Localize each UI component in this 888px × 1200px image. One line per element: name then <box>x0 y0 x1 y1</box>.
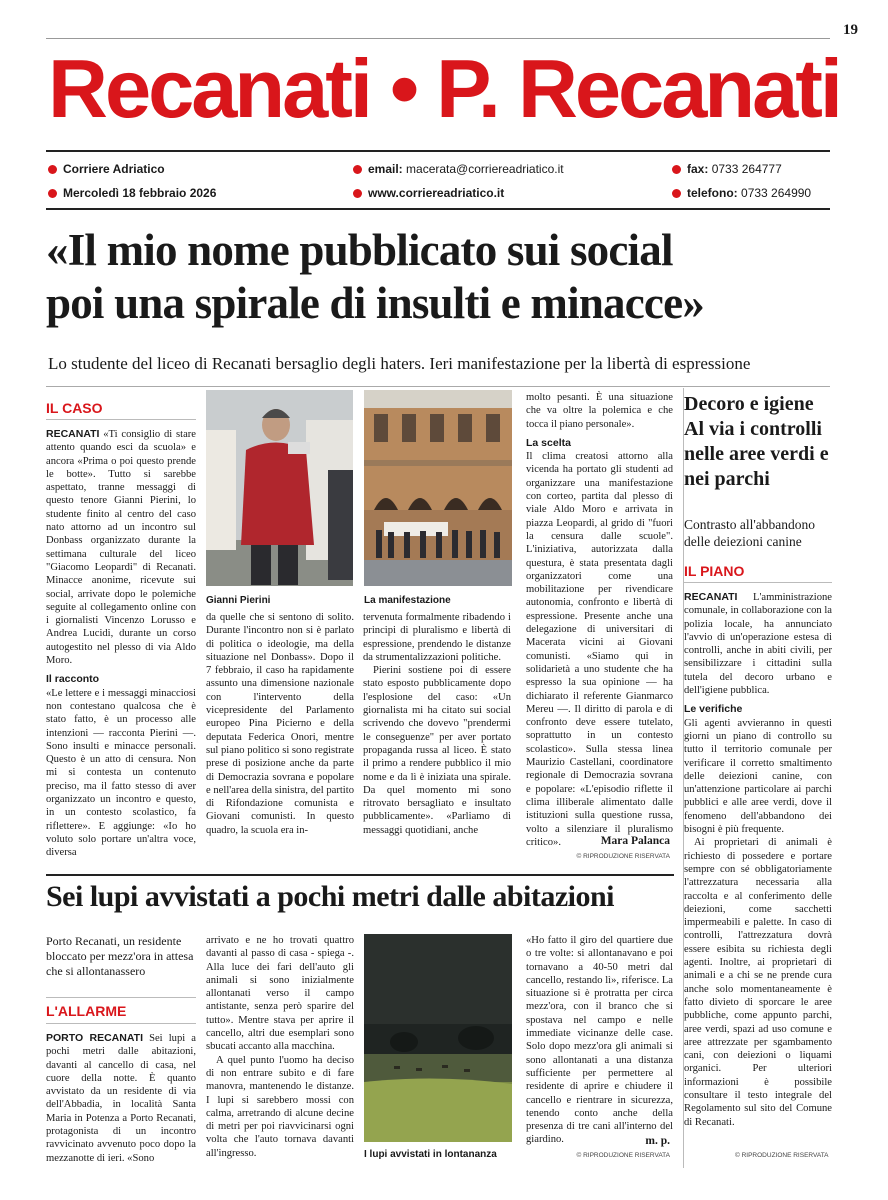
top-rule <box>46 38 830 39</box>
wolves-kicker: PORTO RECANATI <box>46 1032 143 1044</box>
wolves-sidenote: Porto Recanati, un residente bloccato per mezz'ora in attesa che si allontanassero <box>46 934 194 978</box>
article-column-2 <box>206 611 354 869</box>
bullet-icon <box>48 189 57 198</box>
masthead-rule <box>46 150 830 152</box>
photo-gianni-pierini <box>206 390 353 586</box>
bullet-icon <box>672 189 681 198</box>
bullet-icon <box>672 165 681 174</box>
wolves-section-rule-top <box>46 997 196 998</box>
website-link[interactable]: www.corriereadriatico.it <box>368 186 505 200</box>
issue-date: Mercoledì 18 febbraio 2026 <box>63 186 217 200</box>
byline-mara-palanca: Mara Palanca <box>600 835 670 847</box>
wolves-byline: m. p. <box>645 1135 670 1147</box>
photo-wolves-caption: I lupi avvistati in lontananza <box>364 1149 497 1160</box>
wolves-column-1 <box>46 1032 196 1162</box>
col1-paragraph-2: «Le lettere e i messaggi minacciosi non contestano qualcosa che è stato fatto, è un processo alle intenzioni — racconta Pierini —. Sono insulti e minacce personali. Questo è un atto di censura. Non mi si contesta un contenuto preciso, ma il fatto stesso di aver organizzato un incontro e questo, in un contesto scolastico, fa riflettere». E aggiunge: «Io ho voluto solo portare un'altra voce, diversa <box>46 687 196 859</box>
wolves-section-rule <box>46 1023 196 1024</box>
col4-paragraph-2: Il clima creatosi attorno alla vicenda ha portato gli studenti ad organizzare una manifestazione con corteo, partita dal plesso di viale Aldo Moro e arrivata in piazza Leopardi, al grido di "fuori la censura dalle scuole". L'iniziativa, autorizzata dalla questura, è stata presentata dagli organizzatori come una mobilitazione per rivendicare autonomia, confronto e libertà di espressione. Presente anche una delegazione di universitari di Macerata vicini ai Giovani comunisti. «Siamo qui in solidarietà a uno studente che ha espresso la sua opinione — ha dichiarato il referente Gianmarco Mereu —. Il diritto di parola e di confronto deve essere tutelato, soprattutto in un contesto scolastico». Sulla stessa linea Maurizio Castellani, coordinatore regionale di Democrazia sovrana e popolare: «L'episodio riflette il clima illiberale alimentato dalle istituzioni sulla questione russa, volto a silenziare il pluralismo critico». <box>526 451 673 848</box>
photo1-caption: Gianni Pierini <box>206 595 271 606</box>
copyright-notice: © RIPRODUZIONE RISERVATA <box>576 853 670 860</box>
article-column-1 <box>46 428 196 868</box>
phone-line <box>672 186 811 200</box>
bullet-icon <box>48 165 57 174</box>
masthead: Recanati • P. Recanati <box>48 42 840 135</box>
photo-manifestazione <box>364 390 512 586</box>
article-column-3 <box>363 611 511 869</box>
wolves-headline: Sei lupi avvistati a pochi metri dalle abitazioni <box>46 880 615 913</box>
fax-value: 0733 264777 <box>711 162 782 176</box>
photo-wolves <box>364 934 512 1142</box>
kicker-recanati: RECANATI <box>46 428 100 440</box>
photo-gianni-pierini-image <box>206 390 353 586</box>
sidebar-paragraph-2: Gli agenti avvieranno in questi giorni un piano di controllo su tutto il territorio comunale per verificare il corretto smaltimento delle deiezioni canine, con un'attenzione particolare ai parchi pubblici e alle aree verdi, dove il fenomeno dell'abbandono dei bisogni è più frequente. <box>684 717 832 836</box>
sidebar-paragraph-3: Ai proprietari di animali è richiesto di possedere e portare sempre con sé obbligatoriamente l'attrezzatura necessaria alla raccolta e al conferimento delle deiezioni, come sacchetti impermeabili e palette. In caso di controlli, l'attrezzatura dovrà essere esibita su richiesta degli agenti. Inoltre, ai proprietari di animali e a chi se ne prende cura anche solo momentaneamente è fatto divieto di sporcare le aree pubbliche, come appunto parchi, aree verdi, spazi ad uso comune e aree attrezzate per sgambamento cani, con deiezioni o liquami organici. Per ulteriori informazioni è possibile consultare il testo integrale del Regolamento sul sito del Comune di Recanati. <box>684 837 832 1128</box>
subheadline: Lo studente del liceo di Recanati bersaglio degli haters. Ieri manifestazione per la libertà di espressione <box>48 354 751 373</box>
phone-label: telefono: <box>687 186 738 200</box>
publication-name: Corriere Adriatico <box>63 162 165 176</box>
email-value[interactable]: macerata@corriereadriatico.it <box>406 162 564 176</box>
subhead-le-verifiche: Le verifiche <box>684 703 743 716</box>
section-label-l-allarme: L'ALLARME <box>46 1003 127 1019</box>
headline-line-1: «Il mio nome pubblicato sui social <box>46 225 673 275</box>
sidebar-rule <box>684 582 832 583</box>
section-rule <box>46 419 196 420</box>
date-line <box>48 186 216 200</box>
subheadline-rule <box>46 386 830 387</box>
photo-wolves-image <box>364 934 512 1142</box>
wolves-column-4 <box>526 934 673 1146</box>
info-rule <box>46 208 830 210</box>
sidebar-body <box>684 591 832 1141</box>
publication-line <box>48 162 165 176</box>
main-headline <box>46 224 836 330</box>
fax-line <box>672 162 782 176</box>
wolves-col2-paragraph-1: arrivato e ne ho trovati quattro davanti al passo di casa - spiega -. Alla luce dei fari dell'auto gli animali si sono inizialmente allontanati verso il campo antistante, senza però sparire del tutto». Mentre stava per aprire il cancello, altri due esemplari sono sbucati accanto alla macchina. <box>206 935 354 1053</box>
sidebar-copyright: © RIPRODUZIONE RISERVATA <box>735 1152 829 1159</box>
sidebar-kicker: RECANATI <box>684 591 738 603</box>
section-label-il-piano: IL PIANO <box>684 563 745 579</box>
wolves-column-2 <box>206 934 354 1162</box>
col3-paragraph-1: tervenuta formalmente ribadendo i principi di pluralismo e libertà di espressione, prendendo le distanze da strumentalizzazioni politiche. <box>363 612 511 663</box>
sidebar-article <box>684 392 832 492</box>
subhead-la-scelta: La scelta <box>526 436 571 449</box>
wolves-col2-paragraph-2: A quel punto l'uomo ha deciso di non entrare subito e di fare manovra, mantenendo le distanze. I lupi si sarebbero mossi con calma, arretrando di alcune decine di metri per poi riavvicinarsi ogni volta che l'auto tornava davanti all'ingresso. <box>206 1054 354 1159</box>
col4-paragraph-1: molto pesanti. È una situazione che va oltre la polemica e che tocca il piano personale». <box>526 392 673 430</box>
section-label-il-caso: IL CASO <box>46 400 103 416</box>
col1-paragraph-1: «Ti consiglio di stare attento quando esci da scuola» e ancora «Prima o poi questo prende le botte». Tutto si sarebbe aspettato, tranne messaggi di questo tenore Gianni Pierini, lo studente finito al centro del caso nato attorno ad un incontro sul Donbass organizzato durante la settimana culturale del liceo "Giacomo Leopardi" di Recanati. Minacce anonime, ricevute sui social, arrivate dopo le polemiche seguite al collegamento online con i giornalisti Vincenzo Lorusso e Andrea Lucidi, durante un corso autogestito nel plesso di via Aldo Moro. <box>46 429 196 667</box>
wolves-top-rule <box>46 874 674 876</box>
bullet-icon <box>353 189 362 198</box>
page-number: 19 <box>843 22 858 38</box>
subhead-il-racconto: Il racconto <box>46 673 100 686</box>
email-label: email: <box>368 162 403 176</box>
photo2-caption: La manifestazione <box>364 595 451 606</box>
fax-label: fax: <box>687 162 709 176</box>
sidebar-title: Decoro e igiene Al via i controlli nelle aree verdi e nei parchi <box>684 393 829 490</box>
col3-paragraph-2: Pierini sostiene poi di essere stato esposto pubblicamente dopo l'esplosione del caso: «Un giornalista mi ha citato sui social scrivendo che dovevo "prendermi le conseguenze" per aver portato propaganda russa al liceo. È stato il primo a rendere pubblico il mio nome e da lì è iniziata una spirale. Da quel momento mi sono ritrovato bersagliato e insultato pubblicamente». «Parliamo di messaggi quotidiani, anche <box>363 665 511 836</box>
email-line <box>353 162 564 176</box>
wolves-col4-text: «Ho fatto il giro del quartiere due o tre volte: si allontanavano e poi tornavano a 40-50 metri dal cancello, restando lì», riferisce. La situazione si è protratta per circa mezz'ora, con il branco che si spostava nel campo e nelle immediate vicinanze delle case. Solo dopo mezz'ora gli animali si sono allontanati a una distanza sufficiente per permettere al residente di aprire e chiudere il cancello e rientrare in sicurezza, tenendo conto anche della presenza di tre cani all'interno del giardino. <box>526 935 673 1146</box>
headline-line-2: poi una spirale di insulti e minacce» <box>46 278 704 328</box>
bullet-icon <box>353 165 362 174</box>
wolves-copyright: © RIPRODUZIONE RISERVATA <box>576 1152 670 1159</box>
sidebar-paragraph-1: L'amministrazione comunale, in collaborazione con la polizia locale, ha annunciato l'avvio di un'operazione estesa di controlli, anche in abiti civili, per sensibilizzare i cittadini sulla tutela del decoro urbano e dell'igiene pubblica. <box>684 592 832 697</box>
sidebar-subtitle: Contrasto all'abbandono delle deiezioni canine <box>684 517 816 549</box>
col2-paragraph: da quelle che si sentono di solito. Durante l'incontro non si è parlato di politica o ideologie, ma della situazione nel Donbass». Dopo il 7 febbraio, il caso ha rapidamente assunto una dimensione nazionale con l'intervento della vicepresidente del Parlamento europeo Pina Picierno e della deputata Federica Onori, mentre sul piano politico si sono registrate prese di posizione anche da parte di Democrazia sovrana e popolare e nell'area della sinistra, del partito di Rifondazione comunista e Giovani comunisti. In questo quadro, la scuola era in- <box>206 612 354 836</box>
wolves-col1-text: Sei lupi a pochi metri dalle abitazioni, davanti al cancello di casa, nel cuore della notte. È quanto avvistato da un residente di via dell'Abbadia, in località Santa Maria in Potenza a Porto Recanati, protagonista di un incontro ravvicinato avvenuto poco dopo la mezzanotte di ieri. «Sono <box>46 1033 196 1164</box>
phone-value: 0733 264990 <box>741 186 812 200</box>
website-line <box>353 186 504 200</box>
photo-manifestazione-image <box>364 390 512 586</box>
